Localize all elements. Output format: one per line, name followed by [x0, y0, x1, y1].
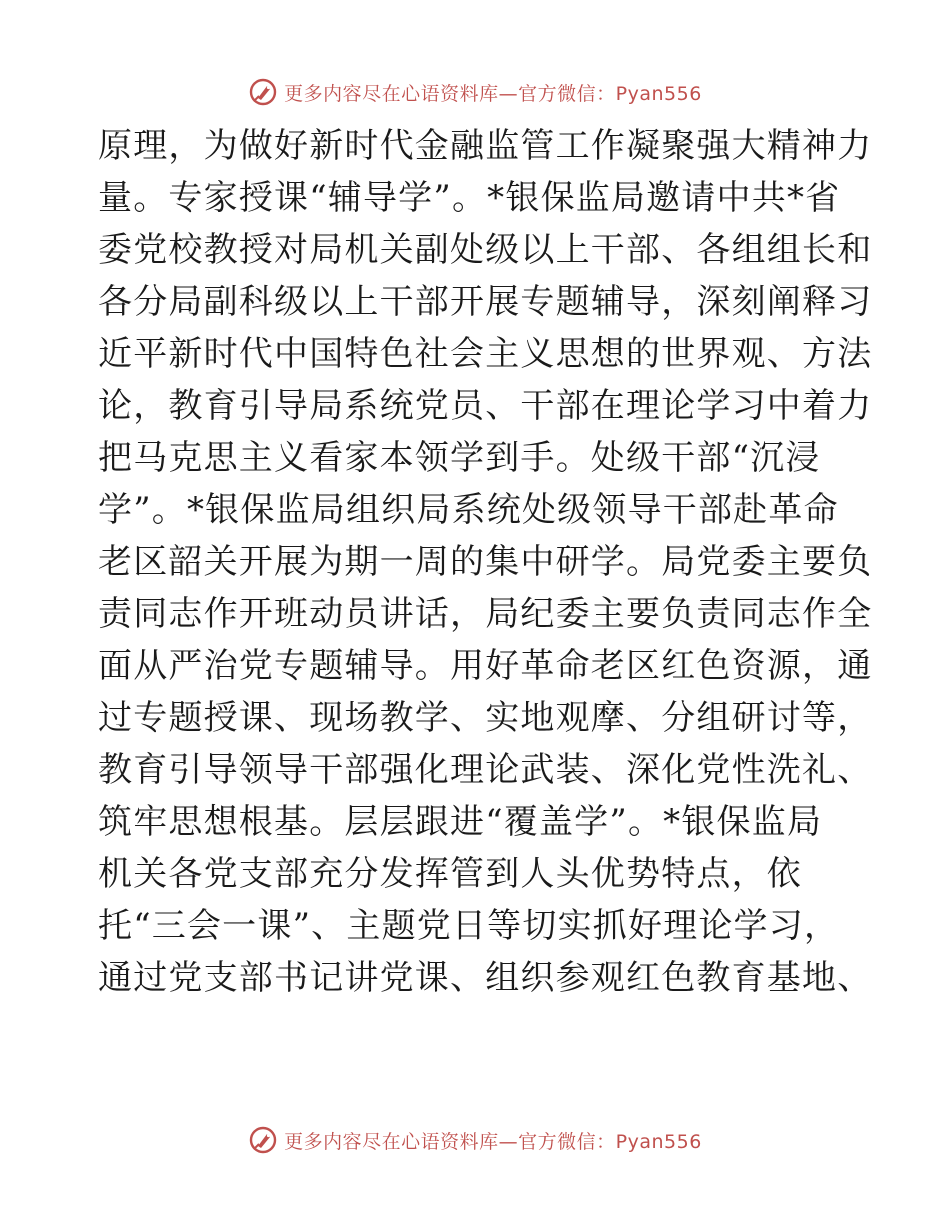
header-watermark-text: 更多内容尽在心语资料库—官方微信：Pyan556 [284, 82, 702, 105]
body-line: 托“三会一课”、主题党日等切实抓好理论学习， [98, 906, 840, 946]
body-line: 近平新时代中国特色社会主义思想的世界观、方法 [98, 334, 873, 374]
body-line: 老区韶关开展为期一周的集中研学。局党委主要负 [98, 542, 873, 582]
footer-watermark-text: 更多内容尽在心语资料库—官方微信：Pyan556 [284, 1130, 702, 1153]
body-line: 筑牢思想根基。层层跟进“覆盖学”。*银保监局 [98, 802, 823, 842]
body-line: 教育引导领导干部强化理论武装、深化党性洗礼、 [98, 750, 873, 790]
document-body [98, 120, 873, 1004]
footer-watermark [0, 1120, 950, 1160]
body-line: 责同志作开班动员讲话，局纪委主要负责同志作全 [98, 594, 873, 634]
body-line: 面从严治党专题辅导。用好革命老区红色资源，通 [98, 646, 873, 686]
body-line: 过专题授课、现场教学、实地观摩、分组研讨等， [98, 698, 873, 738]
body-line: 量。专家授课“辅导学”。*银保监局邀请中共*省 [98, 178, 841, 218]
body-line: 原理，为做好新时代金融监管工作凝聚强大精神力 [98, 126, 873, 166]
pen-nib-icon [248, 1125, 278, 1155]
body-line: 论，教育引导局系统党员、干部在理论学习中着力 [98, 386, 873, 426]
pen-nib-icon [248, 77, 278, 107]
body-line: 各分局副科级以上干部开展专题辅导，深刻阐释习 [98, 282, 873, 322]
body-line: 学”。*银保监局组织局系统处级领导干部赴革命 [98, 490, 839, 530]
body-line: 通过党支部书记讲党课、组织参观红色教育基地、 [98, 958, 873, 998]
body-line: 委党校教授对局机关副处级以上干部、各组组长和 [98, 230, 873, 270]
header-watermark [0, 72, 950, 112]
body-line: 把马克思主义看家本领学到手。处级干部“沉浸 [98, 438, 821, 478]
body-line: 机关各党支部充分发挥管到人头优势特点，依 [98, 854, 802, 894]
